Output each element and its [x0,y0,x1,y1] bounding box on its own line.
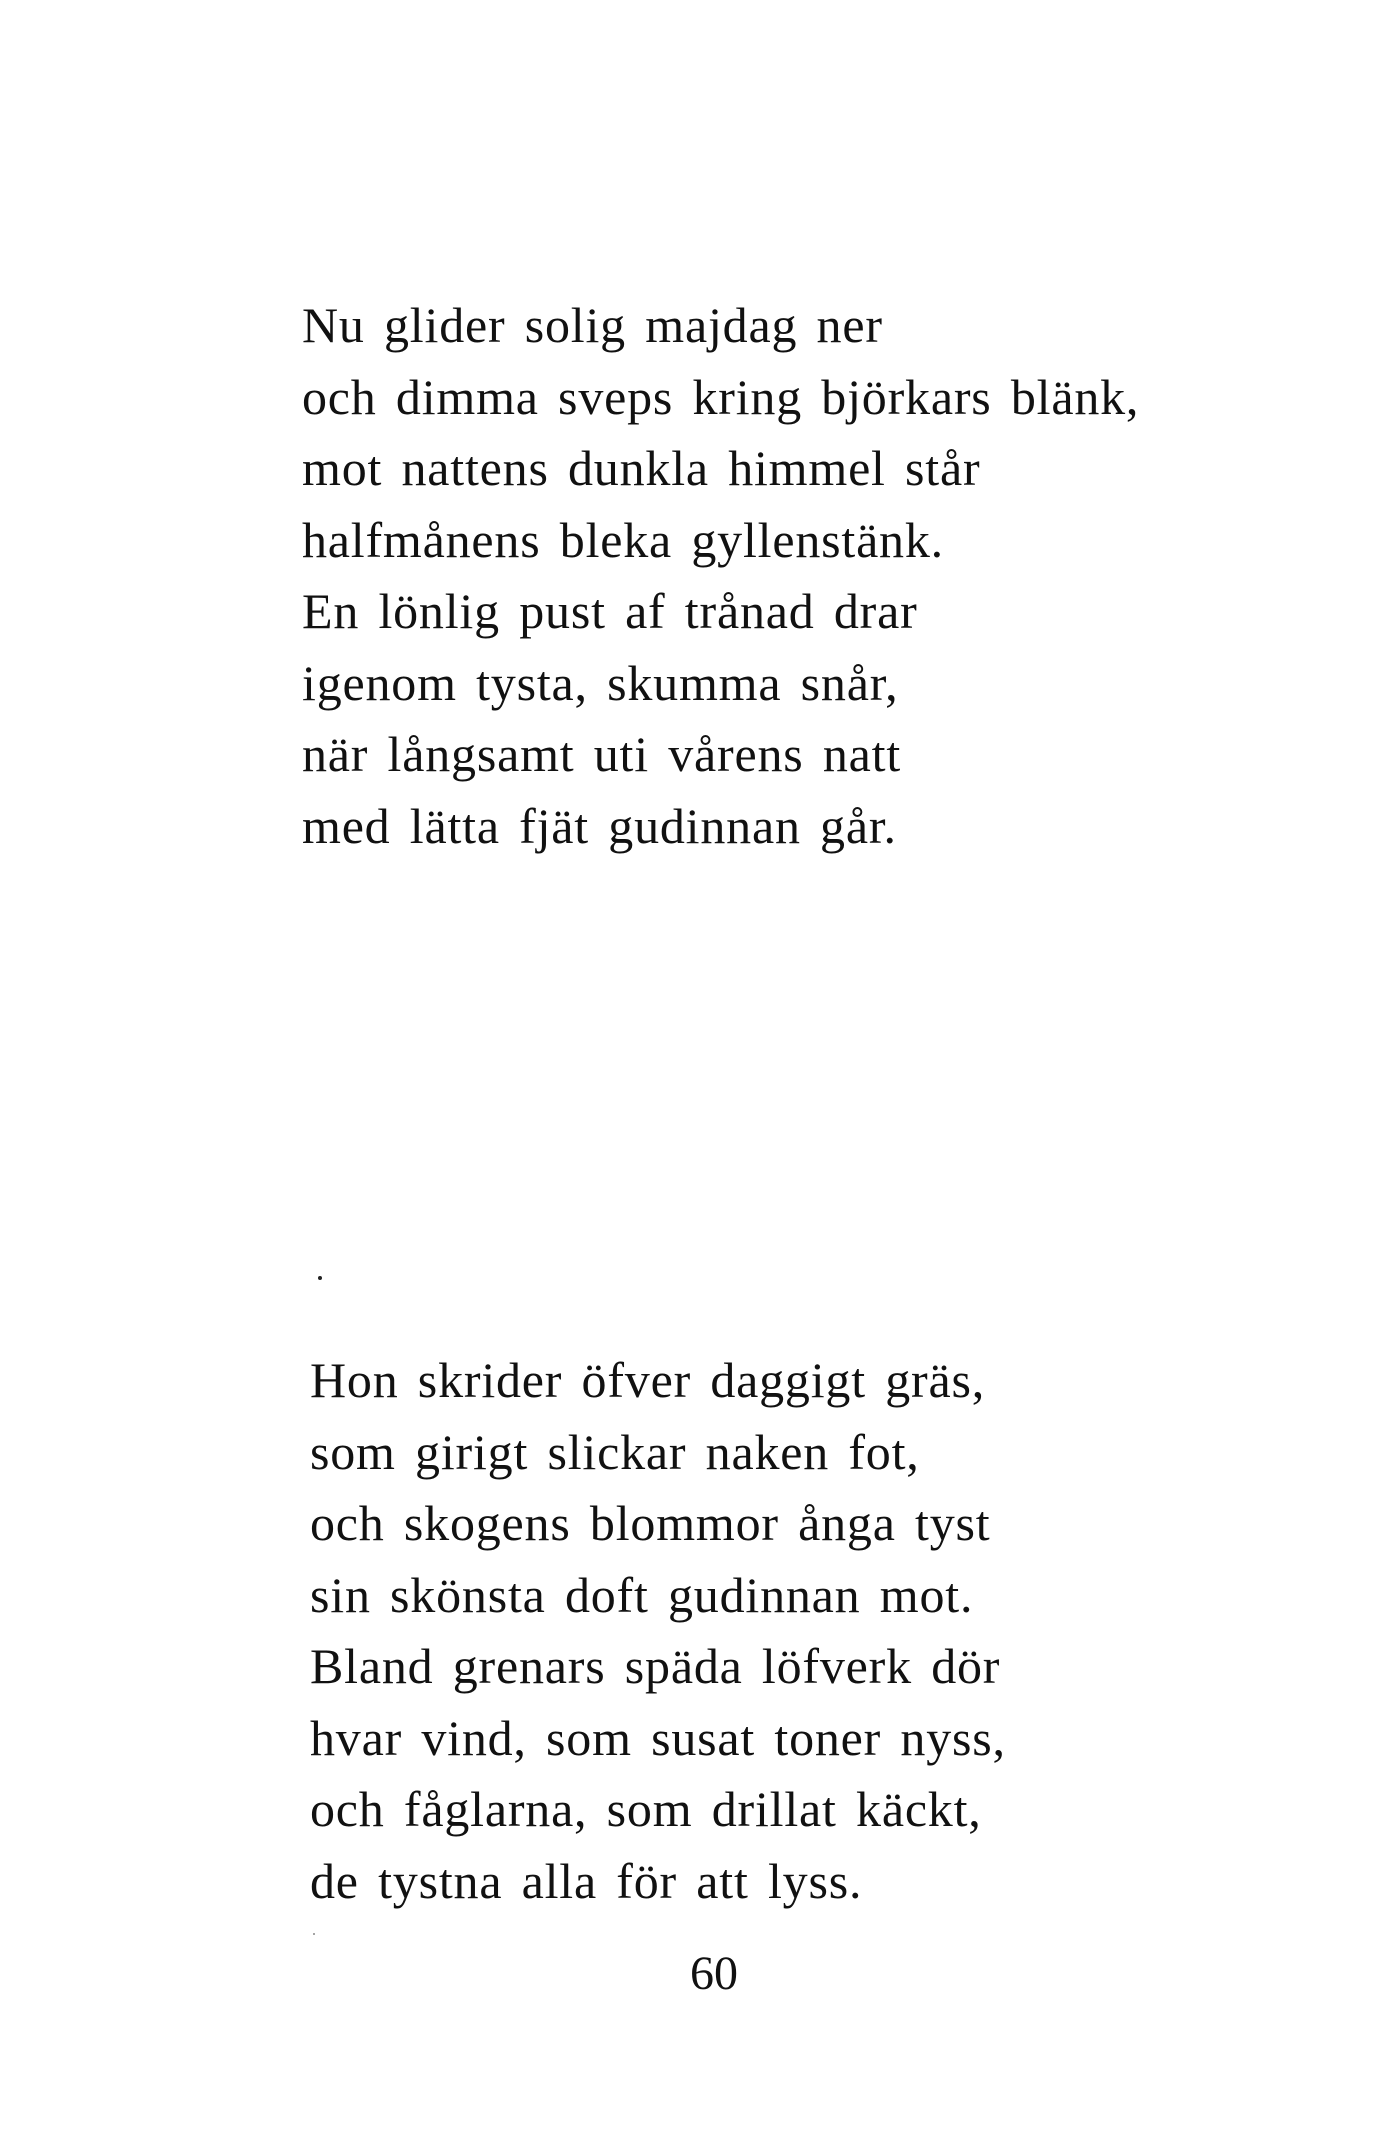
poem-line: halfmånens bleka gyllenstänk. [302,511,944,568]
poem-line: med lätta fjät gudinnan går. [302,797,897,854]
poem-line: och fåglarna, som drillat käckt, [310,1781,982,1837]
poem-line: En lönlig pust af trånad drar [302,583,918,639]
poem-line: Bland grenars späda löfverk dör [310,1638,1001,1694]
print-speck [318,1276,322,1280]
poem-line: som girigt slickar naken fot, [310,1423,920,1480]
poem-line: när långsamt uti vårens natt [302,726,902,782]
poem-line: Nu glider solig majdag ner [302,297,883,353]
page-number: 60 [690,1947,738,2000]
poem-line: och skogens blommor ånga tyst [310,1495,991,1551]
poem-line: de tystna alla för att lyss. [310,1852,863,1909]
stanza-1 [302,290,1139,862]
print-speck [313,1933,315,1935]
poem-line: igenom tysta, skumma snår, [302,654,899,711]
poem-line: sin skönsta doft gudinnan mot. [310,1566,974,1623]
poem-line: hvar vind, som susat toner nyss, [310,1709,1006,1766]
poem-line: mot nattens dunkla himmel står [302,440,981,496]
poem-line: och dimma sveps kring björkars blänk, [302,368,1140,425]
stanza-2 [310,1345,1006,1917]
poem-line: Hon skrider öfver daggigt gräs, [310,1352,986,1408]
